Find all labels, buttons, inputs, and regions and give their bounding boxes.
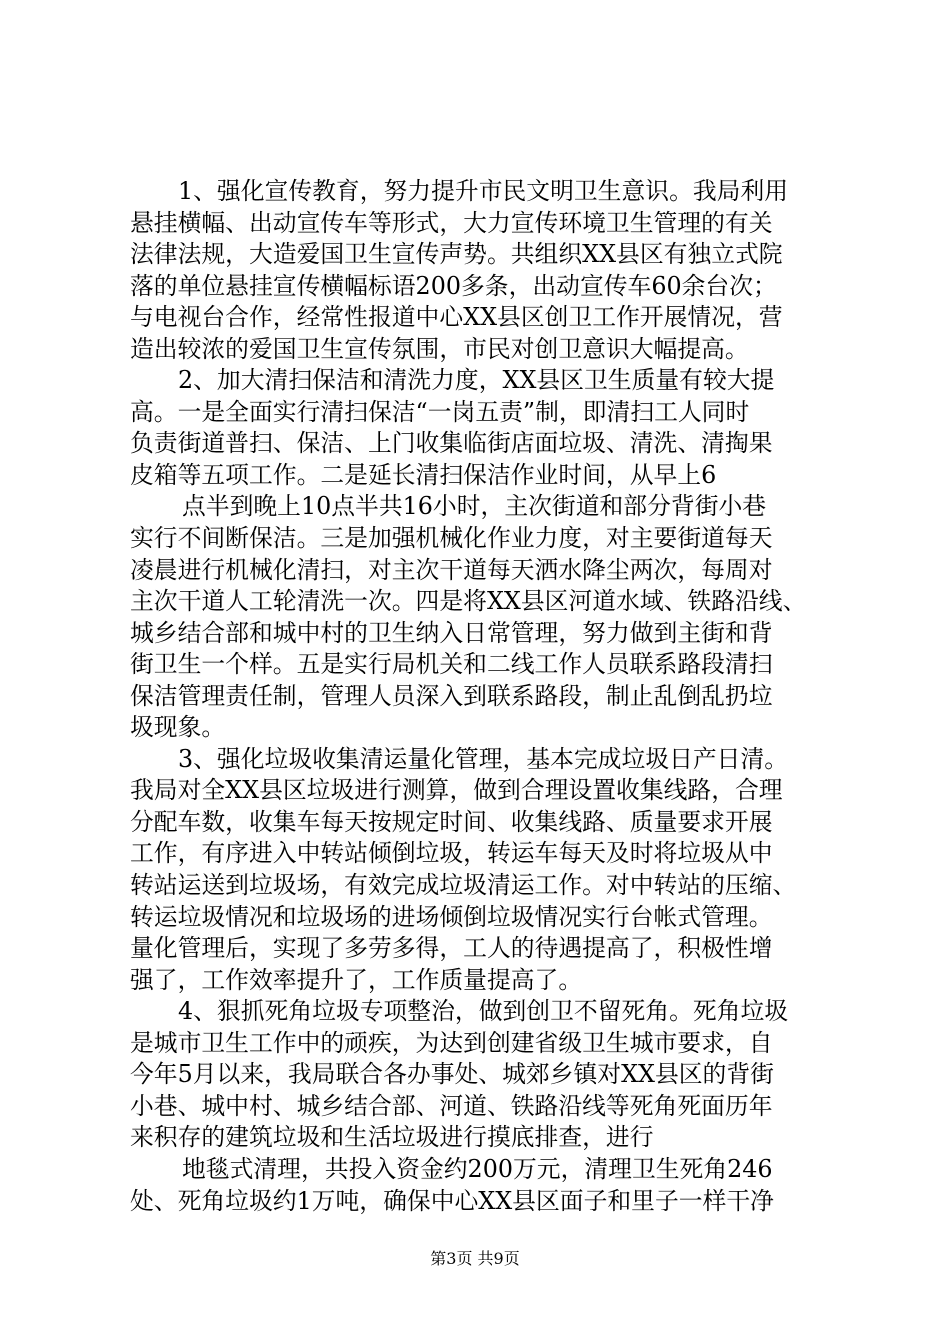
paragraph-4-line: 转运垃圾情况和垃圾场的进场倾倒垃圾情况实行台帐式管理。: [130, 902, 773, 931]
paragraph-2-line: 皮箱等五项工作。二是延长清扫保洁作业时间，从早上6: [130, 460, 717, 489]
paragraph-4-line: 工作，有序进入中转站倾倒垃圾，转运车每天及时将垃圾从中: [130, 839, 773, 868]
paragraph-6-line: 处、死角垃圾约1万吨，确保中心XX县区面子和里子一样干净: [130, 1186, 774, 1215]
paragraph-3-line: 城乡结合部和城中村的卫生纳入日常管理，努力做到主街和背: [130, 618, 773, 647]
paragraph-4-line: 3、强化垃圾收集清运量化管理，基本完成垃圾日产日清。: [178, 744, 789, 773]
paragraph-5-line: 今年5月以来，我局联合各办事处、城郊乡镇对XX县区的背街: [130, 1060, 774, 1089]
paragraph-4-line: 分配车数，收集车每天按规定时间、收集线路、质量要求开展: [130, 807, 773, 836]
paragraph-6-line: 地毯式清理，共投入资金约200万元，清理卫生死角246: [182, 1154, 773, 1183]
paragraph-5-line: 是城市卫生工作中的顽疾，为达到创建省级卫生城市要求，自: [130, 1028, 773, 1057]
paragraph-2-line: 负责街道普扫、保洁、上门收集临街店面垃圾、清洗、清掏果: [130, 429, 773, 458]
paragraph-4-line: 量化管理后，实现了多劳多得，工人的待遇提高了，积极性增: [130, 934, 773, 963]
paragraph-5-line: 来积存的建筑垃圾和生活垃圾进行摸底排查，进行: [130, 1123, 654, 1152]
paragraph-3-line: 实行不间断保洁。三是加强机械化作业力度，对主要街道每天: [130, 524, 773, 553]
paragraph-3-line: 街卫生一个样。五是实行局机关和二线工作人员联系路段清扫: [130, 650, 773, 679]
paragraph-4-line: 我局对全XX县区垃圾进行测算，做到合理设置收集线路，合理: [130, 776, 783, 805]
paragraph-1-line: 法律法规，大造爱国卫生宣传声势。共组织XX县区有独立式院: [130, 240, 783, 269]
paragraph-1-line: 落的单位悬挂宣传横幅标语200多条，出动宣传车60余台次；: [130, 271, 777, 300]
page-number-footer: 第3页 共9页: [430, 1249, 520, 1268]
document-body: [130, 176, 830, 1217]
paragraph-1-line: 悬挂横幅、出动宣传车等形式，大力宣传环境卫生管理的有关: [130, 208, 773, 237]
paragraph-2-line: 2、加大清扫保洁和清洗力度，XX县区卫生质量有较大提: [178, 366, 775, 395]
paragraph-3-line: 凌晨进行机械化清扫，对主次干道每天洒水降尘两次，每周对: [130, 555, 773, 584]
paragraph-1-line: 造出较浓的爱国卫生宣传氛围，市民对创卫意识大幅提高。: [130, 334, 749, 363]
paragraph-2-line: 高。一是全面实行清扫保洁“一岗五责”制，即清扫工人同时: [130, 397, 750, 426]
paragraph-4-line: 转站运送到垃圾场，有效完成垃圾清运工作。对中转站的压缩、: [130, 871, 797, 900]
paragraph-3-line: 点半到晚上10点半共16小时，主次街道和部分背街小巷: [182, 492, 767, 521]
paragraph-3-line: 圾现象。: [130, 713, 226, 742]
paragraph-1-line: 与电视台合作，经常性报道中心XX县区创卫工作开展情况，营: [130, 303, 783, 332]
paragraph-5-line: 4、狠抓死角垃圾专项整治，做到创卫不留死角。死角垃圾: [178, 997, 789, 1026]
paragraph-4-line: 强了，工作效率提升了，工作质量提高了。: [130, 965, 583, 994]
paragraph-3-line: 保洁管理责任制，管理人员深入到联系路段，制止乱倒乱扔垃: [130, 681, 773, 710]
paragraph-5-line: 小巷、城中村、城乡结合部、河道、铁路沿线等死角死面历年: [130, 1091, 773, 1120]
paragraph-1-line: 1、强化宣传教育，努力提升市民文明卫生意识。我局利用: [178, 177, 789, 205]
paragraph-3-line: 主次干道人工轮清洗一次。四是将XX县区河道水域、铁路沿线、: [130, 587, 807, 616]
